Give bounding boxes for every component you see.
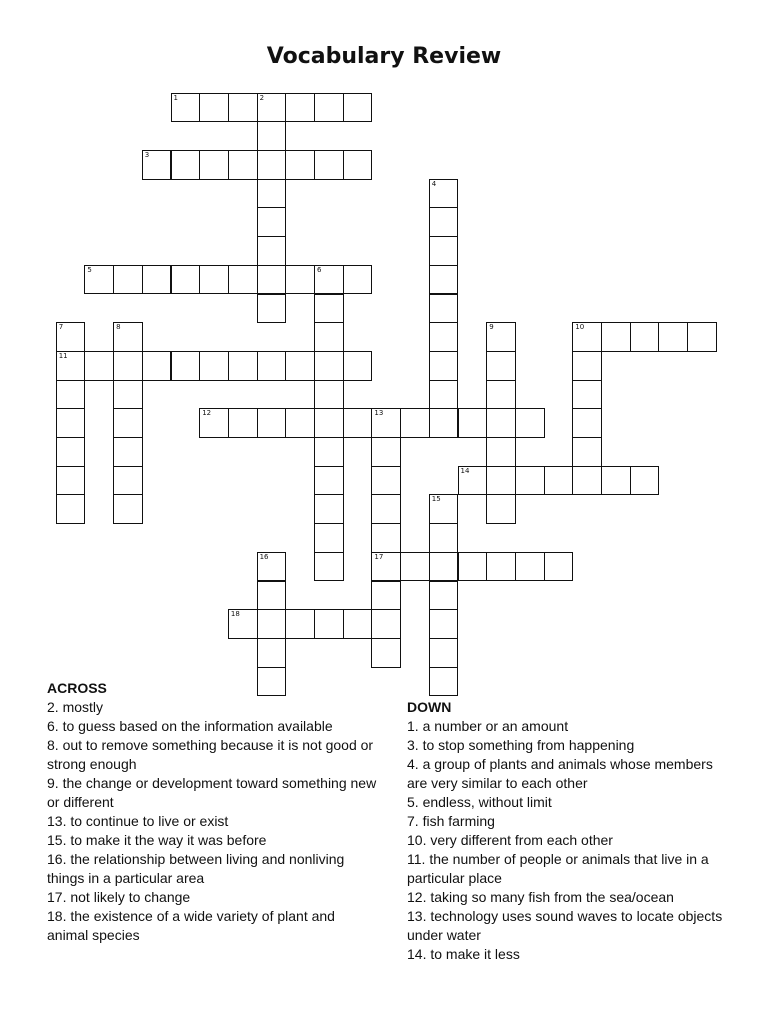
grid-cell[interactable]: [687, 322, 717, 352]
grid-cell[interactable]: [314, 552, 344, 582]
grid-cell[interactable]: [84, 351, 114, 381]
grid-cell[interactable]: [257, 207, 287, 237]
page-title: Vocabulary Review: [266, 44, 502, 69]
grid-cell[interactable]: [228, 609, 258, 639]
grid-cell[interactable]: [572, 351, 602, 381]
clue-number: 4: [431, 179, 437, 188]
grid-cell[interactable]: [314, 93, 344, 123]
grid-cell[interactable]: [314, 408, 344, 438]
grid-cell[interactable]: [257, 179, 287, 209]
down-heading: DOWN: [407, 699, 452, 715]
grid-cell[interactable]: [228, 265, 258, 295]
grid-cell[interactable]: [515, 466, 545, 496]
across-clue-list: [47, 698, 377, 945]
grid-cell[interactable]: [371, 437, 401, 467]
grid-cell[interactable]: [285, 351, 315, 381]
grid-cell[interactable]: [314, 322, 344, 352]
grid-cell[interactable]: [228, 351, 258, 381]
grid-cell[interactable]: [486, 322, 516, 352]
across-clues: [47, 679, 377, 945]
grid-cell[interactable]: [199, 150, 229, 180]
grid-cell[interactable]: [429, 207, 459, 237]
grid-cell[interactable]: [486, 466, 516, 496]
clue-number: 18: [230, 610, 240, 619]
across-clue: 13. to continue to live or exist: [47, 813, 229, 829]
grid-cell[interactable]: [429, 552, 459, 582]
grid-cell[interactable]: [429, 380, 459, 410]
grid-cell[interactable]: [343, 265, 373, 295]
clue-number: 2: [259, 93, 265, 102]
down-clue-list: [407, 717, 727, 964]
grid-cell[interactable]: [343, 93, 373, 123]
grid-cell[interactable]: [572, 380, 602, 410]
grid-cell[interactable]: [113, 380, 143, 410]
grid-cell[interactable]: [314, 609, 344, 639]
across-clue: 2. mostly: [47, 699, 104, 715]
grid-cell[interactable]: [228, 93, 258, 123]
clue-number: 5: [87, 265, 92, 274]
grid-cell[interactable]: [56, 408, 86, 438]
grid-cell[interactable]: [429, 236, 459, 266]
clue-number: 7: [58, 323, 64, 332]
clue-number: 1: [173, 93, 178, 102]
clue-number: 16: [259, 552, 269, 561]
down-clue: 10. very different from each other: [407, 832, 613, 848]
grid-cell[interactable]: [257, 552, 287, 582]
grid-cell[interactable]: [113, 322, 143, 352]
down-clues: [407, 698, 727, 964]
grid-cell[interactable]: [314, 294, 344, 324]
grid-cell[interactable]: [371, 552, 401, 582]
grid-cell[interactable]: [199, 408, 229, 438]
grid-cell[interactable]: [429, 179, 459, 209]
grid-cell[interactable]: [257, 93, 287, 123]
grid-cell[interactable]: [343, 408, 373, 438]
grid-cell[interactable]: [572, 408, 602, 438]
across-clue: 9. the change or development toward something new or different: [47, 775, 377, 810]
down-clue: 5. endless, without limit: [407, 794, 552, 810]
grid-cell[interactable]: [544, 466, 574, 496]
grid-cell[interactable]: [171, 351, 201, 381]
grid-cell[interactable]: [257, 294, 287, 324]
grid-cell[interactable]: [257, 638, 287, 668]
grid-cell[interactable]: [429, 581, 459, 611]
grid-cell[interactable]: [429, 609, 459, 639]
grid-cell[interactable]: [429, 294, 459, 324]
grid-cell[interactable]: [371, 581, 401, 611]
grid-cell[interactable]: [257, 121, 287, 151]
grid-cell[interactable]: [257, 150, 287, 180]
down-clue: 11. the number of people or animals that live in a particular place: [407, 851, 709, 886]
grid-cell[interactable]: [343, 150, 373, 180]
grid-cell[interactable]: [56, 351, 86, 381]
down-clue: 7. fish farming: [407, 813, 495, 829]
clue-number: 6: [317, 265, 322, 274]
grid-cell[interactable]: [429, 265, 459, 295]
grid-cell[interactable]: [314, 351, 344, 381]
grid-cell[interactable]: [314, 523, 344, 553]
grid-cell[interactable]: [228, 150, 258, 180]
grid-cell[interactable]: [486, 351, 516, 381]
across-clue: 6. to guess based on the information available: [47, 718, 333, 734]
grid-cell[interactable]: [228, 408, 258, 438]
grid-cell[interactable]: [171, 265, 201, 295]
grid-cell[interactable]: [113, 351, 143, 381]
grid-cell[interactable]: [257, 265, 287, 295]
clue-number: 17: [374, 552, 384, 561]
across-clue: 16. the relationship between living and nonliving things in a particular area: [47, 851, 345, 886]
grid-cell[interactable]: [142, 265, 172, 295]
clue-number: 12: [202, 409, 212, 418]
grid-cell[interactable]: [56, 494, 86, 524]
grid-cell[interactable]: [314, 380, 344, 410]
grid-cell[interactable]: [429, 351, 459, 381]
grid-cell[interactable]: [142, 150, 172, 180]
grid-cell[interactable]: [285, 408, 315, 438]
grid-cell[interactable]: [630, 322, 660, 352]
down-clue: 12. taking so many fish from the sea/ocean: [407, 889, 674, 905]
grid-cell[interactable]: [171, 93, 201, 123]
grid-cell[interactable]: [314, 437, 344, 467]
grid-cell[interactable]: [285, 150, 315, 180]
down-clue: 3. to stop something from happening: [407, 737, 635, 753]
grid-cell[interactable]: [84, 265, 114, 295]
grid-cell[interactable]: [285, 93, 315, 123]
grid-cell[interactable]: [601, 322, 631, 352]
grid-cell[interactable]: [113, 494, 143, 524]
grid-cell[interactable]: [257, 581, 287, 611]
across-clue: 15. to make it the way it was before: [47, 832, 267, 848]
grid-cell[interactable]: [257, 408, 287, 438]
grid-cell[interactable]: [572, 322, 602, 352]
grid-cell[interactable]: [371, 466, 401, 496]
grid-cell[interactable]: [630, 466, 660, 496]
clue-number: 8: [116, 323, 121, 332]
grid-cell[interactable]: [486, 552, 516, 582]
grid-cell[interactable]: [257, 609, 287, 639]
down-clue: 14. to make it less: [407, 946, 520, 962]
down-clue: 4. a group of plants and animals whose members are very similar to each other: [407, 756, 713, 791]
clue-number: 3: [144, 151, 150, 159]
grid-cell[interactable]: [515, 552, 545, 582]
grid-cell[interactable]: [56, 437, 86, 467]
grid-cell[interactable]: [429, 322, 459, 352]
across-clue: 8. out to remove something because it is not good or strong enough: [47, 737, 374, 772]
grid-cell[interactable]: [486, 408, 516, 438]
across-clue: 17. not likely to change: [47, 889, 191, 905]
grid-cell[interactable]: [572, 466, 602, 496]
across-clue: 18. the existence of a wide variety of plant and animal species: [47, 908, 335, 943]
grid-cell[interactable]: [199, 351, 229, 381]
grid-cell[interactable]: [113, 466, 143, 496]
grid-cell[interactable]: [171, 150, 201, 180]
grid-cell[interactable]: [572, 437, 602, 467]
grid-cell[interactable]: [400, 552, 430, 582]
grid-cell[interactable]: [458, 408, 488, 438]
grid-cell[interactable]: [285, 265, 315, 295]
grid-cell[interactable]: [429, 408, 459, 438]
grid-cell[interactable]: [371, 523, 401, 553]
grid-cell[interactable]: [285, 609, 315, 639]
grid-cell[interactable]: [429, 638, 459, 668]
grid-cell[interactable]: [601, 466, 631, 496]
grid-cell[interactable]: [56, 380, 86, 410]
clue-number: 10: [575, 323, 585, 332]
across-heading: ACROSS: [47, 680, 107, 696]
grid-cell[interactable]: [371, 609, 401, 639]
grid-cell[interactable]: [142, 351, 172, 381]
grid-cell[interactable]: [458, 466, 488, 496]
clue-number: 15: [431, 495, 441, 504]
grid-cell[interactable]: [314, 265, 344, 295]
grid-cell[interactable]: [429, 523, 459, 553]
grid-cell[interactable]: [343, 351, 373, 381]
grid-cell[interactable]: [371, 638, 401, 668]
grid-cell[interactable]: [658, 322, 688, 352]
grid-cell[interactable]: [199, 93, 229, 123]
grid-cell[interactable]: [515, 408, 545, 438]
grid-cell[interactable]: [544, 552, 574, 582]
grid-cell[interactable]: [257, 236, 287, 266]
clue-number: 14: [460, 466, 470, 475]
down-clue: 13. technology uses sound waves to locate objects under water: [407, 908, 723, 943]
grid-cell[interactable]: [486, 437, 516, 467]
grid-cell[interactable]: [343, 609, 373, 639]
grid-cell[interactable]: [314, 494, 344, 524]
grid-cell[interactable]: [486, 494, 516, 524]
grid-cell[interactable]: [429, 494, 459, 524]
clue-number: 11: [58, 351, 68, 360]
grid-cell[interactable]: [56, 322, 86, 352]
down-clue: 1. a number or an amount: [407, 718, 569, 734]
grid-cell[interactable]: [199, 265, 229, 295]
clue-number: 13: [374, 409, 384, 418]
grid-cell[interactable]: [314, 466, 344, 496]
grid-cell[interactable]: [113, 437, 143, 467]
grid-cell[interactable]: [429, 667, 459, 697]
grid-cell[interactable]: [56, 466, 86, 496]
grid-cell[interactable]: [486, 380, 516, 410]
grid-cell[interactable]: [113, 265, 143, 295]
clue-number: 9: [489, 323, 494, 332]
grid-cell[interactable]: [371, 408, 401, 438]
grid-cell[interactable]: [458, 552, 488, 582]
grid-cell[interactable]: [371, 494, 401, 524]
grid-cell[interactable]: [314, 150, 344, 180]
grid-cell[interactable]: [400, 408, 430, 438]
grid-cell[interactable]: [113, 408, 143, 438]
grid-cell[interactable]: [257, 351, 287, 381]
